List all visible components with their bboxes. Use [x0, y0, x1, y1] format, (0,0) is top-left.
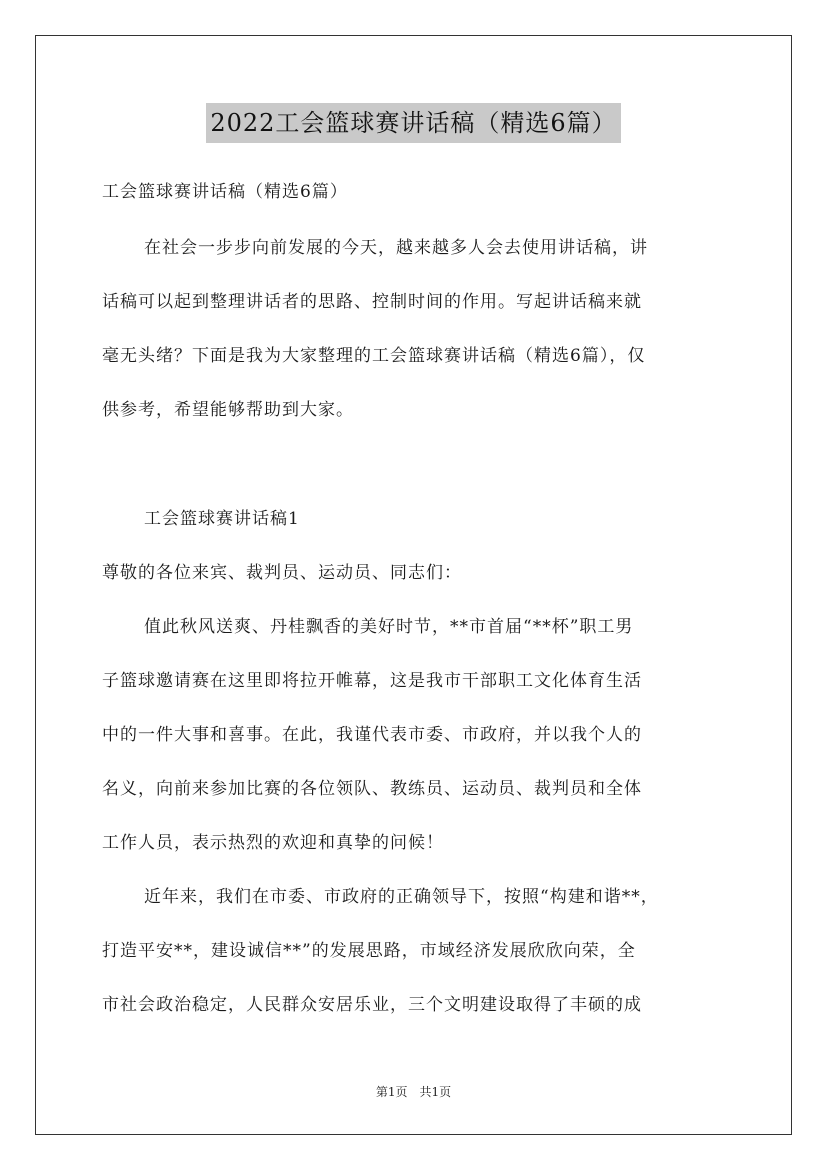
- paragraph1-line-1: 值此秋风送爽、丹桂飘香的美好时节，**市首届“**杯”职工男: [144, 617, 634, 637]
- paragraph2-line-3: 市社会政治稳定，人民群众安居乐业，三个文明建设取得了丰硕的成: [102, 995, 642, 1015]
- intro-line-4: 供参考，希望能够帮助到大家。: [102, 400, 354, 420]
- intro-line-3: 毫无头绪？下面是我为大家整理的工会篮球赛讲话稿（精选6篇），仅: [102, 346, 646, 366]
- paragraph2-line-1: 近年来，我们在市委、市政府的正确领导下，按照“构建和谐**，: [144, 887, 659, 907]
- document-title: 2022工会篮球赛讲话稿（精选6篇）: [206, 103, 620, 143]
- document-subtitle: 工会篮球赛讲话稿（精选6篇）: [102, 182, 348, 202]
- title-container: [0, 103, 827, 143]
- paragraph1-line-3: 中的一件大事和喜事。在此，我谨代表市委、市政府，并以我个人的: [102, 725, 642, 745]
- paragraph1-line-4: 名义，向前来参加比赛的各位领队、教练员、运动员、裁判员和全体: [102, 779, 642, 799]
- paragraph2-line-2: 打造平安**，建设诚信**”的发展思路，市域经济发展欣欣向荣，全: [102, 941, 636, 961]
- salutation: 尊敬的各位来宾、裁判员、运动员、同志们：: [102, 563, 462, 583]
- paragraph1-line-2: 子篮球邀请赛在这里即将拉开帷幕，这是我市干部职工文化体育生活: [102, 671, 642, 691]
- page-number-footer: 第1页 共1页: [375, 1085, 452, 1099]
- intro-line-2: 话稿可以起到整理讲话者的思路、控制时间的作用。写起讲话稿来就: [102, 292, 642, 312]
- intro-line-1: 在社会一步步向前发展的今天，越来越多人会去使用讲话稿，讲: [144, 238, 648, 258]
- paragraph1-line-5: 工作人员，表示热烈的欢迎和真挚的问候！: [102, 833, 444, 853]
- section-heading: 工会篮球赛讲话稿1: [144, 509, 300, 529]
